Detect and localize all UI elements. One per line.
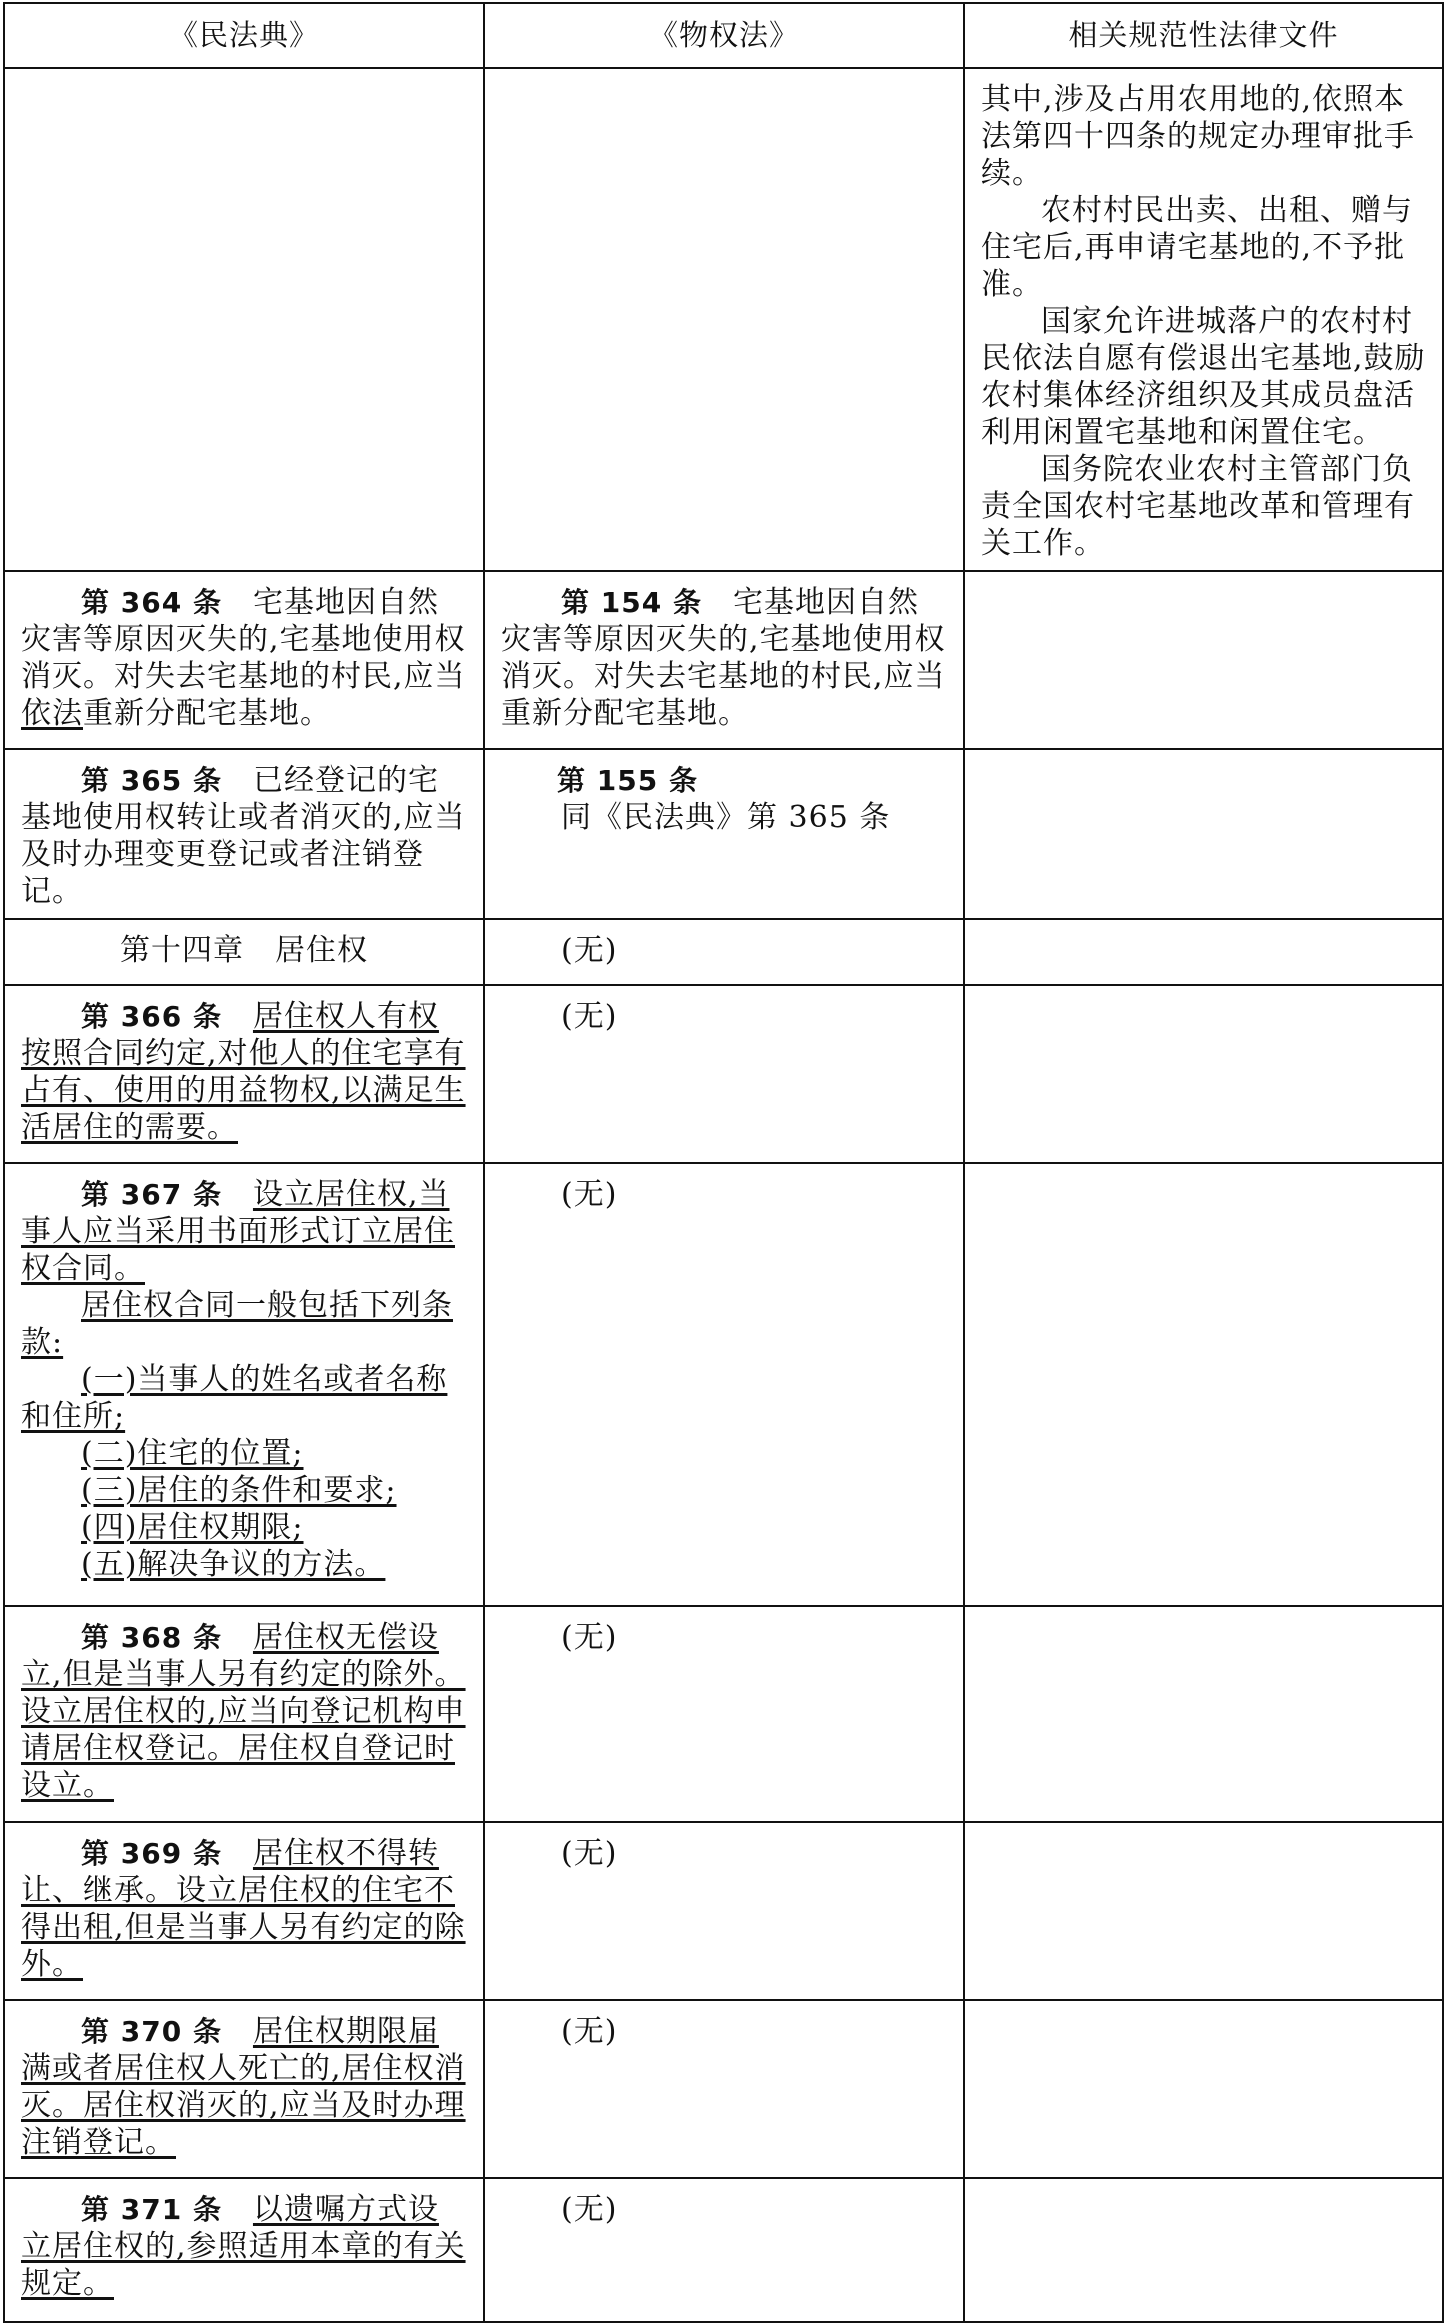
article-text: [21, 2191, 467, 2302]
list-item: (三)居住的条件和要求;: [81, 1473, 397, 1508]
list-item: (四)居住权期限;: [81, 1510, 304, 1545]
related-documents-cell: [964, 2000, 1443, 2178]
related-documents-cell: [964, 1163, 1443, 1606]
property-law-cell: (无): [484, 2178, 964, 2322]
article-text: [21, 1619, 467, 1804]
civil-code-cell: [4, 2000, 484, 2178]
property-law-cell: (无): [484, 2000, 964, 2178]
civil-code-cell: [4, 1163, 484, 1606]
article-number: 第 368 条: [81, 1621, 222, 1654]
article-number: 第 365 条: [81, 764, 222, 797]
table-row: [4, 1606, 1443, 1822]
article-number: 第 155 条: [557, 764, 698, 797]
civil-code-cell: [4, 571, 484, 749]
property-law-cell: (无): [484, 1163, 964, 1606]
related-documents-cell: [964, 985, 1443, 1163]
chapter-title: 第十四章 居住权: [4, 919, 484, 985]
article-number: 第 367 条: [81, 1178, 222, 1211]
table-row: [4, 985, 1443, 1163]
property-law-cell: [484, 571, 964, 749]
table-row: [4, 2178, 1443, 2322]
law-comparison-table: [3, 2, 1444, 2323]
paragraph: 农村村民出卖、出租、赠与住宅后,再申请宅基地的,不予批准。: [981, 193, 1413, 302]
related-documents-cell: [964, 1606, 1443, 1822]
table-row: [4, 2000, 1443, 2178]
article-text: [21, 2013, 467, 2161]
article-text: [21, 998, 467, 1146]
table-row: [4, 749, 1443, 919]
property-law-cell: (无): [484, 1606, 964, 1822]
related-documents-cell: [964, 2178, 1443, 2322]
header-civil-code: 《民法典》: [4, 3, 484, 68]
table-header-row: [4, 3, 1443, 68]
chapter-row: [4, 919, 1443, 985]
article-number: 第 154 条: [561, 586, 702, 619]
article-text: 第 154 条 宅基地因自然灾害等原因灭失的,宅基地使用权消灭。对失去宅基地的村民,应当重新分配宅基地。: [501, 585, 946, 731]
civil-code-cell: [4, 1606, 484, 1822]
table-row: [4, 1822, 1443, 2000]
paragraph: 国家允许进城落户的农村村民依法自愿有偿退出宅基地,鼓励农村集体经济组织及其成员盘活利用闲置宅基地和闲置住宅。: [981, 304, 1426, 450]
table-row: [4, 1163, 1443, 1606]
related-documents-cell: [964, 749, 1443, 919]
article-number: 第 370 条: [81, 2015, 222, 2048]
header-property-law: 《物权法》: [484, 3, 964, 68]
property-law-cell: [484, 68, 964, 571]
new-text: 以遗嘱方式设立居住权的,参照适用本章的有关规定。: [21, 2192, 466, 2301]
new-text: 居住权无偿设立,但是当事人另有约定的除外。设立居住权的,应当向登记机构申请居住权登记。居住权自登记时设立。: [21, 1620, 466, 1803]
related-documents-cell: [964, 919, 1443, 985]
new-text: 设立居住权,当事人应当采用书面形式订立居住权合同。: [21, 1177, 455, 1286]
article-number: 第 366 条: [81, 1000, 222, 1033]
amended-text: 依法: [21, 696, 83, 731]
related-documents-cell: [964, 68, 1443, 571]
civil-code-cell: [4, 2178, 484, 2322]
article-text: [21, 1835, 467, 1983]
new-text: 居住权人有权按照合同约定,对他人的住宅享有占有、使用的用益物权,以满足生活居住的需要。: [21, 999, 466, 1145]
new-text: 居住权合同一般包括下列条款:: [21, 1288, 453, 1360]
article-number: 第 364 条: [81, 586, 222, 619]
table-row: [4, 571, 1443, 749]
paragraph: 其中,涉及占用农用地的,依照本法第四十四条的规定办理审批手续。: [981, 82, 1415, 191]
article-text: 同《民法典》第 365 条: [561, 800, 891, 835]
paragraph: 国务院农业农村主管部门负责全国农村宅基地改革和管理有关工作。: [981, 452, 1415, 561]
property-law-cell: [484, 749, 964, 919]
document-page: [3, 2, 1442, 2301]
new-text: 居住权期限届满或者居住权人死亡的,居住权消灭。居住权消灭的,应当及时办理注销登记。: [21, 2014, 466, 2160]
related-documents-cell: [964, 1822, 1443, 2000]
property-law-cell: (无): [484, 985, 964, 1163]
table-row: [4, 68, 1443, 571]
civil-code-cell: [4, 1822, 484, 2000]
civil-code-cell: [4, 749, 484, 919]
related-documents-cell: [964, 571, 1443, 749]
article-number: 第 369 条: [81, 1837, 222, 1870]
civil-code-cell: [4, 68, 484, 571]
new-text: 居住权不得转让、继承。设立居住权的住宅不得出租,但是当事人另有约定的除外。: [21, 1836, 466, 1982]
article-text: [21, 1176, 467, 1287]
civil-code-cell: [4, 985, 484, 1163]
article-text: 第 364 条 宅基地因自然灾害等原因灭失的,宅基地使用权消灭。对失去宅基地的村民,应当依法重新分配宅基地。: [21, 585, 466, 731]
article-number: 第 371 条: [81, 2193, 222, 2226]
article-text: 第 365 条 已经登记的宅基地使用权转让或者消灭的,应当及时办理变更登记或者注销登记。: [21, 763, 466, 909]
property-law-cell: (无): [484, 919, 964, 985]
list-item: (一)当事人的姓名或者名称和住所;: [21, 1362, 448, 1434]
header-related-documents: 相关规范性法律文件: [964, 3, 1443, 68]
list-item: (二)住宅的位置;: [81, 1436, 304, 1471]
list-item: (五)解决争议的方法。: [81, 1547, 386, 1582]
property-law-cell: (无): [484, 1822, 964, 2000]
